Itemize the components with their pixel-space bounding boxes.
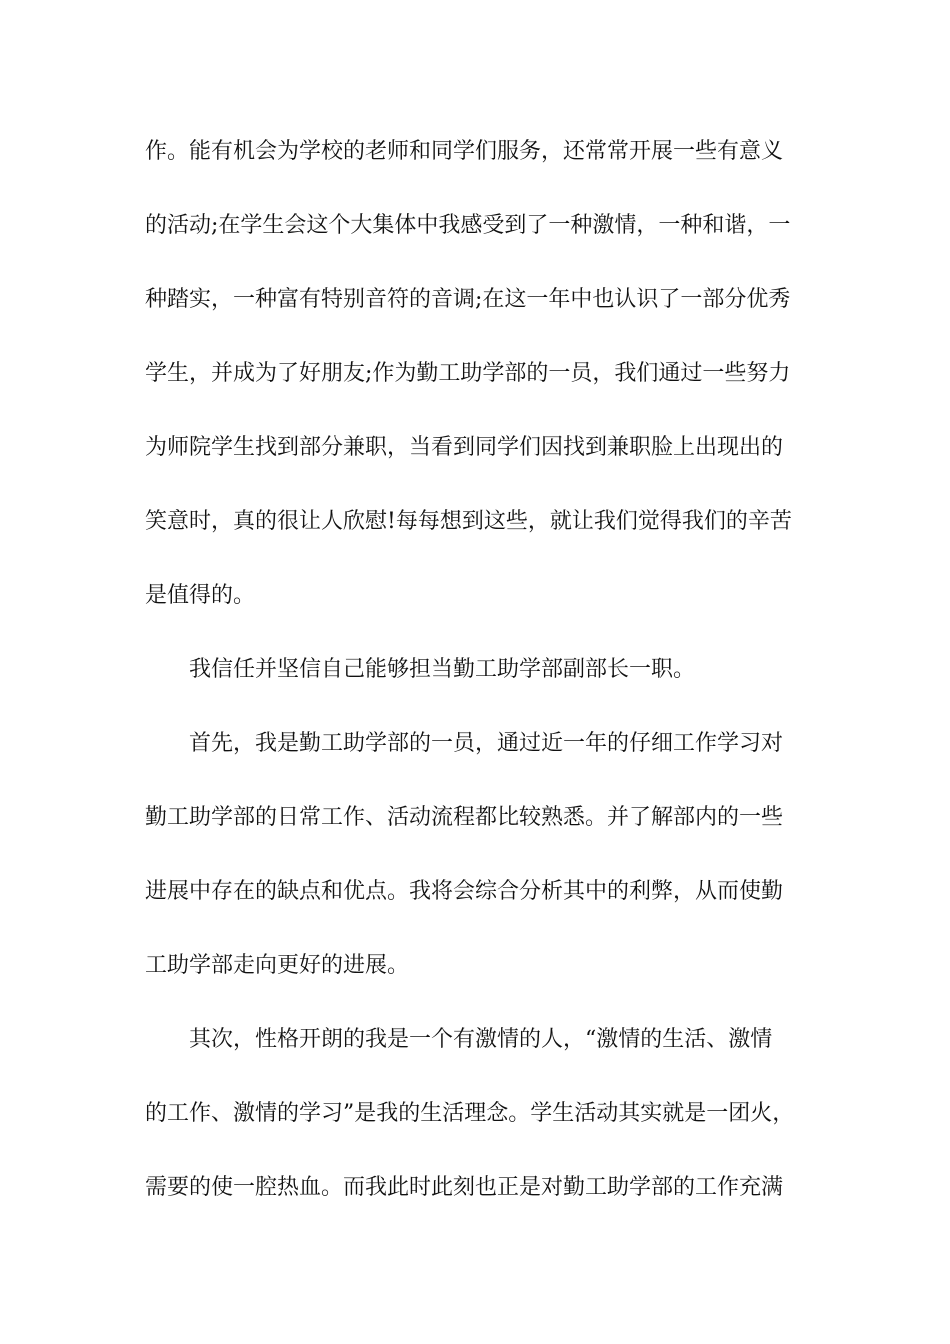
text-line: 勤工助学部的日常工作、活动流程都比较熟悉。并了解部内的一些: [145, 805, 784, 830]
text-line: 的工作、激情的学习”是我的生活理念。学生活动其实就是一团火，: [145, 1101, 795, 1126]
text-line: 为师院学生找到部分兼职，当看到同学们因找到兼职脸上出现出的: [145, 435, 784, 460]
text-line: 学生，并成为了好朋友;作为勤工助学部的一员，我们通过一些努力: [145, 361, 791, 386]
paragraph-first-line: 其次，性格开朗的我是一个有激情的人，“激情的生活、激情: [189, 1027, 773, 1052]
paragraph-first-line: 我信任并坚信自己能够担当勤工助学部副部长一职。: [189, 657, 696, 682]
text-line: 是值得的。: [145, 583, 256, 608]
text-line: 工助学部走向更好的进展。: [145, 953, 410, 978]
text-line: 进展中存在的缺点和优点。我将会综合分析其中的利弊，从而使勤: [145, 879, 784, 904]
text-line: 笑意时，真的很让人欣慰!每每想到这些，就让我们觉得我们的辛苦: [145, 509, 792, 534]
text-line: 种踏实，一种富有特别音符的音调;在这一年中也认识了一部分优秀: [145, 287, 791, 312]
text-line: 的活动;在学生会这个大集体中我感受到了一种激情，一种和谐，一: [145, 213, 791, 238]
text-line: 需要的使一腔热血。而我此时此刻也正是对勤工助学部的工作充满: [145, 1175, 784, 1200]
paragraph-first-line: 首先，我是勤工助学部的一员，通过近一年的仔细工作学习对: [189, 731, 784, 756]
text-line: 作。能有机会为学校的老师和同学们服务，还常常开展一些有意义: [145, 139, 784, 164]
